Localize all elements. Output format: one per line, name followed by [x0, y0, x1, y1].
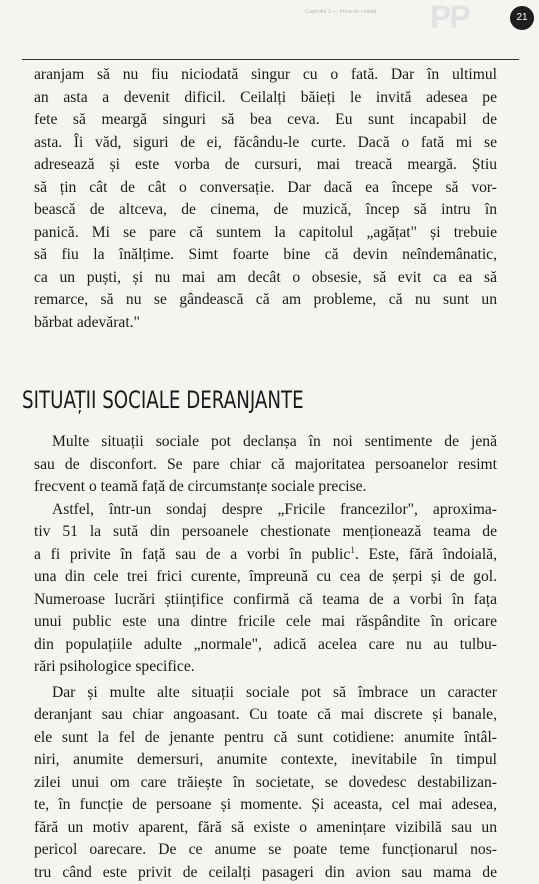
text-line: Dar și multe alte situații sociale pot să îmbrace un caracter	[34, 682, 497, 705]
quote-block	[34, 64, 497, 334]
text-line: niri, anumite demersuri, anumite contexte, inevitabile în timpul	[34, 749, 497, 772]
text-span: . Este, fără îndoială,	[355, 546, 497, 563]
text-line: unui public este una dintre fricile cele mai răspândite în oricare	[34, 611, 497, 634]
text-line: frecvent o teamă față de circumstanțe sociale precise.	[34, 476, 497, 499]
text-line: bărbat adevărat."	[34, 312, 497, 335]
text-line: aranjam să nu fiu niciodată singur cu o fată. Dar în ultimul	[34, 64, 497, 87]
header-logo: PP	[430, 2, 482, 32]
body-text	[34, 431, 497, 884]
text-line: ca un puști, și nu mai am decât o obsesie, să evit ca ea să	[34, 267, 497, 290]
text-line: Numeroase lucrări științifice confirmă că teama de a vorbi în fața	[34, 589, 497, 612]
text-line: panică. Mi se pare că suntem la capitolul „agățat" și trebuie	[34, 222, 497, 245]
text-span: a fi privite în față sau de a vorbi în public	[34, 546, 350, 563]
text-line: asta. Îi văd, siguri de ei, făcându-le curte. Dacă o fată mi se	[34, 132, 497, 155]
footnote-marker: 1	[350, 544, 355, 554]
text-line: an asta a devenit dificil. Ceilalți băieți le invită adesea pe	[34, 87, 497, 110]
page-number-badge: 21	[510, 6, 534, 30]
header-divider	[22, 59, 519, 60]
text-line: din populațiile adulte „normale", adică acelea care nu au tulbu-	[34, 634, 497, 657]
text-line: zilei unui om care trăiește în societate, se dovedesc destabilizan-	[34, 772, 497, 795]
text-line: sau de disconfort. Se pare chiar că majoritatea persoanelor resimt	[34, 454, 497, 477]
text-line: Astfel, într-un sondaj despre „Fricile francezilor", aproxima-	[34, 499, 497, 522]
text-line: tru când este privit de ceilalți pasageri din avion sau mama de	[34, 862, 497, 884]
text-line: fără un motiv aparent, fără să existe o amenințare vizibilă sau un	[34, 817, 497, 840]
text-line: ele sunt la fel de jenante pentru că sunt cotidiene: anumite întâl-	[34, 727, 497, 750]
text-line: rări psihologice specifice.	[34, 656, 497, 679]
running-header: Capitolul 1 — Frica de ceilalți	[305, 8, 455, 16]
text-line: să fiu la înălțime. Simt foarte bine că devin neîndemânatic,	[34, 244, 497, 267]
text-line: tiv 51 la sută din persoanele chestionate menționează teama de	[34, 521, 497, 544]
text-line: pericol oarecare. De ce anume se poate teme funcționarul nos-	[34, 839, 497, 862]
text-line: adresează și este vorba de cursuri, mai treacă meargă. Știu	[34, 154, 497, 177]
text-line-with-footnote	[34, 544, 497, 567]
text-line: remarce, să nu se gândească că am probleme, că nu sunt un	[34, 289, 497, 312]
text-line: una din cele trei frici curente, împreună cu cea de șerpi și de gol.	[34, 566, 497, 589]
text-line: deranjant sau chiar angoasant. Cu toate că mai discrete și banale,	[34, 704, 497, 727]
text-line: fete să meargă singuri să bea ceva. Eu sunt incapabil de	[34, 109, 497, 132]
text-line: te, în funcție de persoane și momente. Și aceasta, cel mai adesea,	[34, 794, 497, 817]
text-line: Multe situații sociale pot declanșa în noi sentimente de jenă	[34, 431, 497, 454]
text-line: să țin cât de cât o conversație. Dar dacă ea începe să vor-	[34, 177, 497, 200]
text-line: bească de altceva, de cinema, de muzică, încep să intru în	[34, 199, 497, 222]
section-heading: SITUAȚII SOCIALE DERANJANTE	[22, 382, 379, 418]
